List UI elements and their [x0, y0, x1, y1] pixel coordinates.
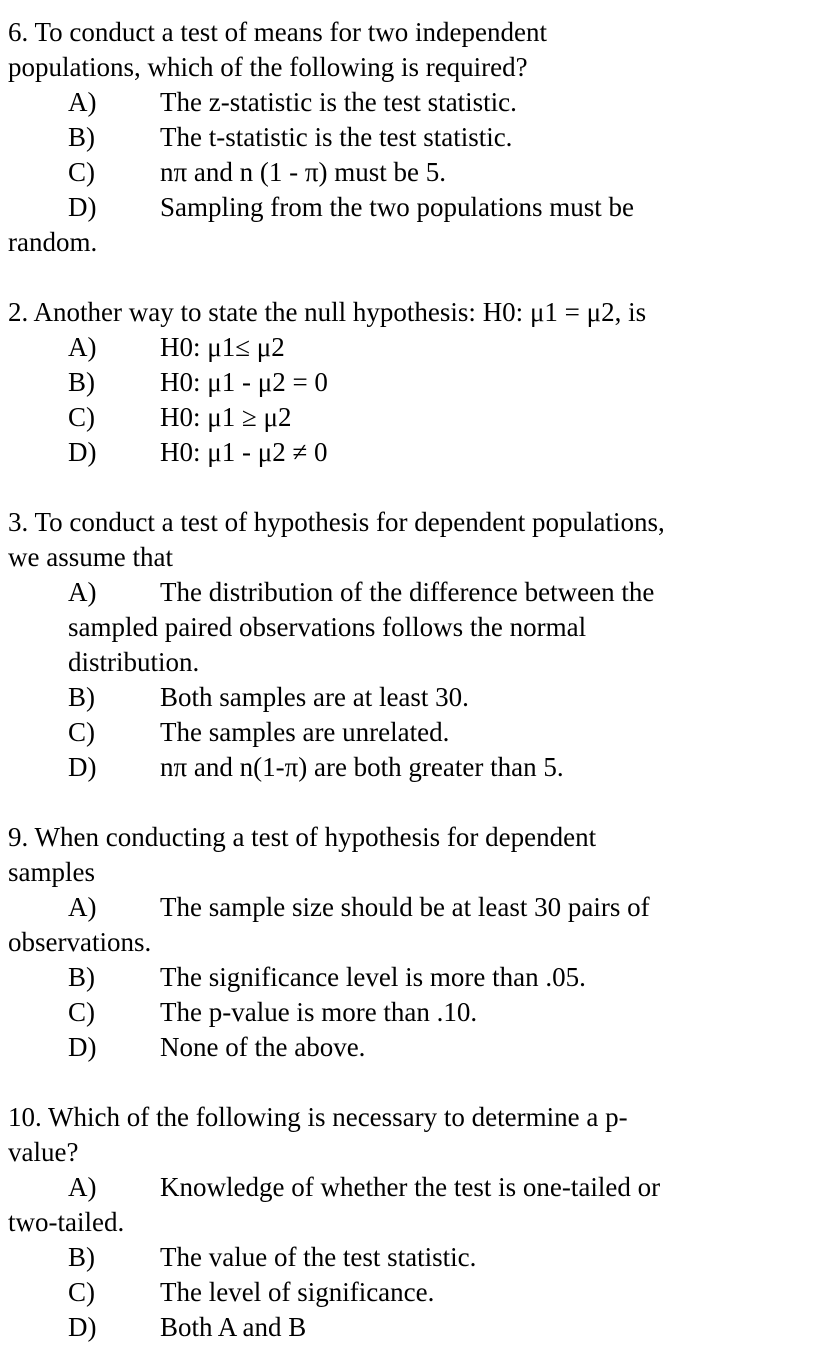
option-text: distribution.	[68, 647, 200, 677]
option-letter: A)	[68, 87, 97, 117]
option-text: H0: μ1≤ μ2	[160, 332, 285, 362]
option-letter: C)	[68, 717, 95, 747]
option-letter: D)	[68, 752, 97, 782]
option-a-continuation	[8, 1205, 796, 1240]
question-stem-line: 6. To conduct a test of means for two independent	[8, 17, 547, 47]
option-c	[8, 155, 796, 190]
question-stem-line: samples	[8, 857, 95, 887]
option-text: H0: μ1 - μ2 = 0	[160, 367, 328, 397]
option-letter: B)	[68, 962, 95, 992]
option-a	[8, 330, 796, 365]
option-b	[8, 960, 796, 995]
option-text: Both samples are at least 30.	[160, 682, 469, 712]
option-a	[8, 575, 796, 610]
question-6	[8, 15, 796, 260]
option-letter: C)	[68, 997, 95, 1027]
option-a	[8, 85, 796, 120]
option-letter: C)	[68, 1277, 95, 1307]
option-a-continuation	[8, 610, 796, 645]
option-text: Both A and B	[160, 1312, 307, 1342]
option-letter: D)	[68, 437, 97, 467]
option-text: The value of the test statistic.	[160, 1242, 477, 1272]
option-letter: D)	[68, 1032, 97, 1062]
option-letter: D)	[68, 192, 97, 222]
option-a-continuation	[8, 645, 796, 680]
option-a	[8, 890, 796, 925]
option-text: Knowledge of whether the test is one-tailed or	[160, 1172, 661, 1202]
option-a-continuation	[8, 925, 796, 960]
option-d	[8, 435, 796, 470]
option-letter: B)	[68, 1242, 95, 1272]
option-d	[8, 1310, 796, 1345]
option-text: H0: μ1 ≥ μ2	[160, 402, 292, 432]
option-text: random.	[8, 227, 98, 257]
option-d	[8, 1030, 796, 1065]
option-b	[8, 1240, 796, 1275]
option-text: The distribution of the difference between the	[160, 577, 655, 607]
option-text: The t-statistic is the test statistic.	[160, 122, 513, 152]
option-letter: A)	[68, 332, 97, 362]
option-d-continuation	[8, 225, 796, 260]
question-10	[8, 1100, 796, 1345]
question-9	[8, 820, 796, 1065]
option-letter: A)	[68, 577, 97, 607]
option-c	[8, 400, 796, 435]
question-stem-line: 3. To conduct a test of hypothesis for dependent populations,	[8, 507, 665, 537]
option-text: observations.	[8, 927, 152, 957]
option-d	[8, 750, 796, 785]
option-letter: B)	[68, 682, 95, 712]
question-2	[8, 295, 796, 470]
option-text: The sample size should be at least 30 pairs of	[160, 892, 650, 922]
option-b	[8, 365, 796, 400]
question-stem-line: we assume that	[8, 542, 173, 572]
option-letter: B)	[68, 367, 95, 397]
option-c	[8, 1275, 796, 1310]
option-text: nπ and n(1-π) are both greater than 5.	[160, 752, 564, 782]
option-text: None of the above.	[160, 1032, 366, 1062]
question-stem-line: value?	[8, 1137, 79, 1167]
option-text: sampled paired observations follows the normal	[68, 612, 587, 642]
option-c	[8, 715, 796, 750]
question-stem-line: 2. Another way to state the null hypothesis: H0: μ1 = μ2, is	[8, 297, 647, 327]
option-letter: C)	[68, 157, 95, 187]
question-stem-line: 9. When conducting a test of hypothesis for dependent	[8, 822, 597, 852]
option-text: The p-value is more than .10.	[160, 997, 478, 1027]
option-text: two-tailed.	[8, 1207, 125, 1237]
option-a	[8, 1170, 796, 1205]
option-letter: A)	[68, 1172, 97, 1202]
question-stem-line: populations, which of the following is required?	[8, 52, 528, 82]
option-text: nπ and n (1 - π) must be 5.	[160, 157, 446, 187]
question-stem-line: 10. Which of the following is necessary to determine a p-	[8, 1102, 628, 1132]
option-letter: D)	[68, 1312, 97, 1342]
option-c	[8, 995, 796, 1030]
option-letter: C)	[68, 402, 95, 432]
option-text: The z-statistic is the test statistic.	[160, 87, 517, 117]
option-letter: A)	[68, 892, 97, 922]
option-d	[8, 190, 796, 225]
option-b	[8, 120, 796, 155]
question-3	[8, 505, 796, 785]
option-text: The significance level is more than .05.	[160, 962, 586, 992]
option-text: The samples are unrelated.	[160, 717, 450, 747]
option-b	[8, 680, 796, 715]
option-text: Sampling from the two populations must be	[160, 192, 634, 222]
option-letter: B)	[68, 122, 95, 152]
option-text: H0: μ1 - μ2 ≠ 0	[160, 437, 328, 467]
option-text: The level of significance.	[160, 1277, 435, 1307]
